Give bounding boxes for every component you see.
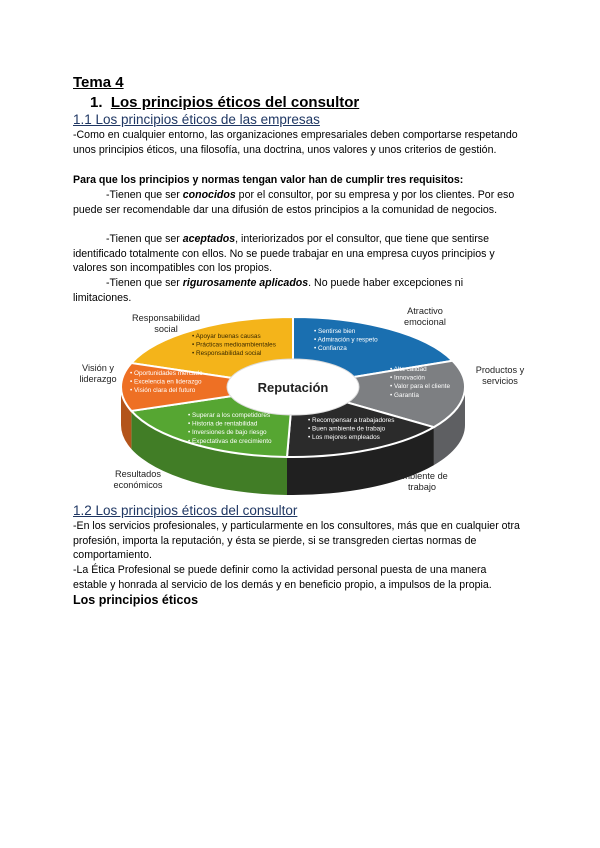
requirements-heading: Para que los principios y normas tengan valor han de cumplir tres requisitos: (73, 174, 464, 186)
segment-4-label: económicos (113, 480, 163, 490)
segment-4-item: • Inversiones de bajo riesgo (188, 429, 267, 437)
segment-3-label: trabajo (407, 482, 437, 492)
segment-3-item: • Recompensar a trabajadores (308, 417, 395, 424)
segment-4-label: Resultados (115, 469, 161, 479)
segment-5-label: Visión y (81, 363, 115, 373)
segment-0-label: social (154, 324, 178, 334)
requirement-3-em: rigurosamente aplicados (182, 277, 309, 289)
paragraph-intro: -Como en cualquier entorno, las organizaciones empresariales deben comportarse respetando unos principios éticos, una filosofía, una doctrina, unos valores y unos criterios de gestión. (73, 129, 518, 156)
subheading-principios: Los principios éticos (73, 593, 199, 607)
reputation-diagram (70, 305, 530, 500)
requirement-3-post: . No puede haber excepciones ni limitaciones. (73, 277, 464, 304)
center-label: Reputación (257, 380, 329, 395)
heading-1-number: 1. (90, 94, 103, 111)
segment-2-label: Productos y (475, 365, 525, 375)
heading-1-text: Los principios éticos del consultor (110, 94, 360, 111)
segment-4-item: • Expectativas de crecimiento (188, 437, 272, 445)
segment-4-item: • Superar a los competidores (188, 412, 271, 419)
segment-1-label: emocional (404, 317, 446, 327)
heading-1 (90, 94, 359, 111)
segment-5-item: • Excelencia en liderazgo (130, 378, 202, 386)
document-title: Tema 4 (73, 74, 124, 91)
segment-3-item: • Los mejores empleados (308, 434, 380, 442)
segment-1-label: Atractivo (407, 306, 443, 316)
segment-0-label: Responsabilidad (132, 313, 200, 323)
segment-0-item: • Apoyar buenas causas (192, 333, 261, 340)
segment-2-item: • Valor para el cliente (390, 383, 451, 391)
segment-5-item: • Oportunidades mercado (130, 370, 203, 377)
paragraph-etica: -La Ética Profesional se puede definir como la actividad personal puesta de una manera estable y honrada al servicio de los demás y en beneficio propio, a impulsos de la propia. (73, 564, 492, 591)
segment-1-item: • Admiración y respeto (314, 336, 378, 344)
segment-3-item: • Buen ambiente de trabajo (308, 425, 386, 433)
segment-4-item: • Historia de rentabilidad (188, 420, 258, 428)
heading-1-1: 1.1 Los principios éticos de las empresas (73, 112, 320, 127)
segment-1-item: • Confianza (314, 345, 347, 353)
requirement-2 (73, 232, 523, 276)
segment-1-item: • Sentirse bien (314, 328, 356, 335)
segment-0-item: • Responsabilidad social (192, 350, 262, 358)
requirement-1-pre: -Tienen que ser (106, 189, 183, 201)
requirement-1-em: conocidos (182, 189, 236, 201)
paragraph-reputation: -En los servicios profesionales, y particularmente en los consultores, más que en cualquier otra profesión, importa la reputación, y ésta se pierde, si se transgreden ciertas normas de comportamiento. (73, 520, 520, 562)
segment-5-item: • Visión clara del futuro (130, 387, 196, 395)
segment-3-label: Ambiente de (396, 471, 448, 481)
segment-5-label: liderazgo (79, 374, 117, 384)
requirement-3 (73, 276, 523, 305)
requirement-2-post: , interiorizados por el consultor, que tiene que sentirse identificado totalmente con ellos. No se puede trabajar en una empresa cuyos principios y valores son incompatibles con los propios. (73, 233, 495, 275)
requirement-2-pre: -Tienen que ser (106, 233, 183, 245)
segment-0-item: • Prácticas medioambientales (192, 341, 276, 349)
segment-2-item: • Innovación (390, 374, 425, 382)
segment-2-label: servicios (482, 376, 518, 386)
heading-1-2: 1.2 Los principios éticos del consultor (73, 503, 298, 518)
segment-2-item: • Alta calidad (390, 366, 427, 373)
requirement-3-pre: -Tienen que ser (106, 277, 183, 289)
segment-2-item: • Garantía (390, 391, 419, 399)
requirement-2-em: aceptados (182, 233, 236, 245)
requirement-1 (73, 188, 523, 217)
requirement-1-post: por el consultor, por su empresa y por los clientes. Por eso puede ser recomendable dar una difusión de estos principios a la comunidad de negocios. (73, 189, 515, 216)
